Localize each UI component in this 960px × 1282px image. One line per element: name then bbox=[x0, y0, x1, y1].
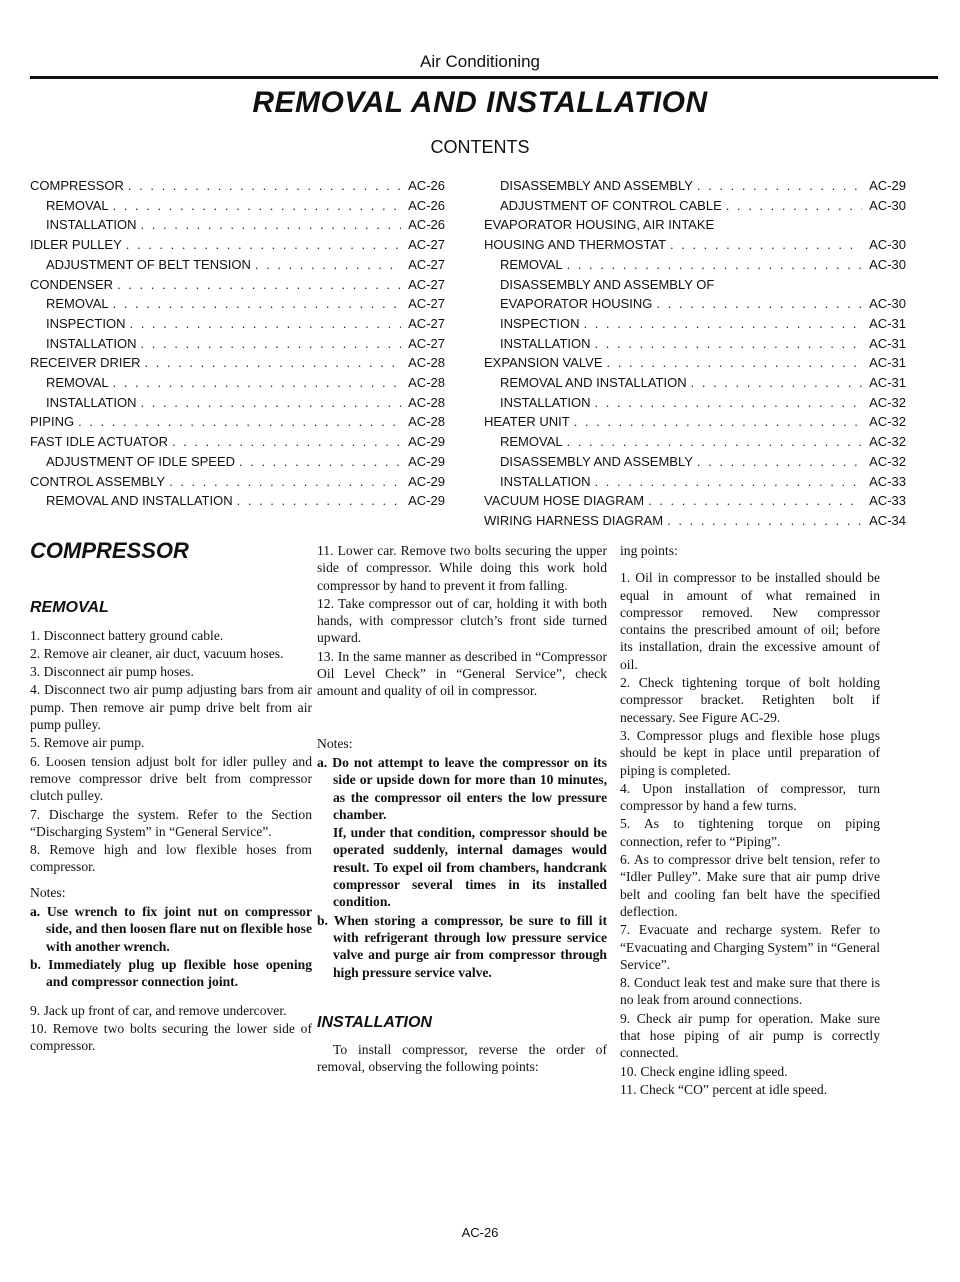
toc-entry bbox=[30, 314, 445, 334]
installation-intro: To install compressor, reverse the order of removal, observing the following points: bbox=[317, 1042, 607, 1075]
toc-entry-page: AC-30 bbox=[869, 256, 906, 272]
toc-leader-dots bbox=[567, 432, 862, 452]
toc-entry bbox=[484, 235, 906, 255]
toc-entry-page: AC-31 bbox=[869, 375, 906, 391]
toc-leader-dots bbox=[128, 176, 401, 196]
toc-entry-page: AC-31 bbox=[869, 335, 906, 351]
installation-point: 2. Check tightening torque of bolt holding compressor bracket. Retighten bolt if necessary. See Figure AC-29. bbox=[620, 675, 880, 725]
notes-list bbox=[30, 903, 312, 990]
toc-leader-dots bbox=[141, 215, 401, 235]
note-item: b. When storing a compressor, be sure to fill it with refrigerant through low pressure service valve and purge air from compressor through high pressure service valve. bbox=[317, 912, 607, 980]
toc-entry bbox=[484, 275, 906, 295]
toc-entry bbox=[30, 452, 445, 472]
toc-leader-dots bbox=[145, 353, 401, 373]
toc-leader-dots bbox=[126, 235, 401, 255]
toc-leader-dots bbox=[691, 373, 862, 393]
toc-left-column bbox=[30, 176, 445, 511]
toc-entry bbox=[484, 491, 906, 511]
toc-entry-title: CONDENSER bbox=[30, 276, 114, 292]
toc-leader-dots bbox=[117, 275, 401, 295]
toc-entry bbox=[484, 432, 906, 452]
toc-entry-title: VACUUM HOSE DIAGRAM bbox=[484, 493, 645, 509]
toc-entry bbox=[30, 393, 445, 413]
toc-leader-dots bbox=[607, 353, 863, 373]
toc-entry-page: AC-34 bbox=[869, 512, 906, 528]
toc-leader-dots bbox=[697, 176, 862, 196]
page-number: AC-26 bbox=[461, 1225, 499, 1240]
toc-entry-title: EVAPORATOR HOUSING, AIR INTAKE bbox=[484, 217, 715, 233]
toc-leader-dots bbox=[237, 491, 401, 511]
notes-label: Notes: bbox=[30, 884, 66, 900]
toc-entry bbox=[484, 196, 906, 216]
installation-point: 5. As to tightening torque on piping connection, refer to “Piping”. bbox=[620, 816, 880, 849]
toc-entry-title: INSTALLATION bbox=[46, 335, 137, 351]
toc-entry-page: AC-32 bbox=[869, 394, 906, 410]
toc-leader-dots bbox=[656, 294, 862, 314]
toc-entry-title: INSPECTION bbox=[500, 315, 580, 331]
toc-entry-page: AC-29 bbox=[869, 178, 906, 193]
toc-leader-dots bbox=[648, 491, 862, 511]
note-item-continued: If, under that condition, compressor should be operated suddenly, internal damages would result. To expel oil from chambers, handcrank compressor several times in its installed condition. bbox=[333, 825, 607, 910]
toc-entry-title: COMPRESSOR bbox=[30, 178, 124, 193]
toc-entry-page: AC-33 bbox=[869, 493, 906, 509]
toc-entry bbox=[484, 472, 906, 492]
page-header: Air Conditioning bbox=[419, 52, 540, 71]
page-title: REMOVAL AND INSTALLATION bbox=[252, 86, 708, 119]
toc-entry-title: REMOVAL bbox=[46, 197, 109, 213]
toc-entry-title: HEATER UNIT bbox=[484, 414, 570, 430]
toc-entry-title: ADJUSTMENT OF IDLE SPEED bbox=[46, 453, 236, 469]
toc-entry-page: AC-30 bbox=[869, 296, 906, 312]
note-item: a. Use wrench to fix joint nut on compressor side, and then loosen flare nut on flexible hose with another wrench. bbox=[30, 904, 312, 954]
installation-point: 3. Compressor plugs and flexible hose plugs should be kept in place until preparation of piping is completed. bbox=[620, 727, 880, 778]
removal-steps bbox=[30, 627, 312, 876]
toc-leader-dots bbox=[726, 196, 862, 216]
toc-entry-title: PIPING bbox=[30, 414, 75, 430]
toc-right-column bbox=[484, 176, 906, 531]
removal-steps-continued bbox=[30, 1002, 312, 1055]
removal-steps-continued bbox=[317, 542, 607, 700]
toc-entry-title: INSTALLATION bbox=[46, 217, 137, 233]
toc-leader-dots bbox=[670, 235, 862, 255]
toc-entry-page: AC-27 bbox=[408, 296, 445, 312]
removal-step: 1. Disconnect battery ground cable. bbox=[30, 627, 224, 643]
note-item: b. Immediately plug up flexible hose opening and compressor connection joint. bbox=[30, 956, 312, 990]
toc-entry-title: IDLER PULLEY bbox=[30, 237, 122, 253]
toc-entry-page: AC-31 bbox=[869, 355, 906, 371]
toc-entry-page: AC-31 bbox=[869, 315, 906, 331]
toc-entry-title: WIRING HARNESS DIAGRAM bbox=[484, 512, 664, 528]
toc-entry bbox=[484, 176, 906, 196]
toc-entry bbox=[30, 432, 445, 452]
installation-point: 4. Upon installation of compressor, turn compressor by hand a few turns. bbox=[620, 780, 880, 814]
toc-entry bbox=[30, 334, 445, 354]
section-heading: COMPRESSOR bbox=[30, 538, 189, 563]
toc-entry bbox=[484, 255, 906, 275]
toc-entry-page: AC-27 bbox=[408, 335, 445, 351]
toc-entry-page: AC-30 bbox=[869, 237, 906, 253]
toc-entry-page: AC-27 bbox=[408, 256, 445, 272]
toc-leader-dots bbox=[239, 452, 401, 472]
toc-leader-dots bbox=[255, 255, 401, 275]
toc-entry-title: INSTALLATION bbox=[500, 335, 591, 351]
toc-entry-title: REMOVAL AND INSTALLATION bbox=[500, 375, 687, 391]
installation-point: 8. Conduct leak test and make sure that there is no leak from around connections. bbox=[620, 975, 880, 1008]
toc-entry bbox=[484, 353, 906, 373]
toc-entry bbox=[30, 373, 445, 393]
toc-entry bbox=[30, 294, 445, 314]
toc-leader-dots bbox=[113, 373, 401, 393]
toc-entry bbox=[30, 215, 445, 235]
toc-entry-page: AC-27 bbox=[408, 315, 445, 331]
header-rule bbox=[30, 76, 938, 79]
toc-entry-page: AC-28 bbox=[408, 414, 445, 430]
toc-entry-page: AC-26 bbox=[408, 178, 445, 193]
toc-leader-dots bbox=[697, 452, 862, 472]
toc-entry bbox=[484, 511, 906, 531]
toc-leader-dots bbox=[667, 511, 862, 531]
toc-entry bbox=[484, 334, 906, 354]
toc-entry bbox=[30, 176, 445, 196]
toc-leader-dots bbox=[141, 393, 401, 413]
toc-leader-dots bbox=[78, 412, 401, 432]
toc-entry bbox=[30, 275, 445, 295]
toc-leader-dots bbox=[172, 432, 401, 452]
toc-entry-page: AC-29 bbox=[408, 453, 445, 469]
toc-leader-dots bbox=[574, 412, 862, 432]
toc-entry-page: AC-29 bbox=[408, 434, 445, 450]
toc-leader-dots bbox=[113, 196, 401, 216]
toc-leader-dots bbox=[141, 334, 401, 354]
toc-entry-title: ADJUSTMENT OF BELT TENSION bbox=[46, 256, 251, 272]
removal-step: 9. Jack up front of car, and remove undercover. bbox=[30, 1002, 287, 1018]
installation-points bbox=[620, 569, 880, 1098]
toc-entry-page: AC-28 bbox=[408, 355, 445, 371]
toc-leader-dots bbox=[129, 314, 401, 334]
toc-entry-title: INSPECTION bbox=[46, 315, 126, 331]
toc-entry-title: DISASSEMBLY AND ASSEMBLY bbox=[500, 178, 693, 193]
installation-point: 6. As to compressor drive belt tension, refer to “Idler Pulley”. Make sure that air pump drive belt and cooling fan belt have the specified deflection. bbox=[620, 852, 880, 919]
body-column-1 bbox=[30, 538, 312, 1055]
toc-entry-title: REMOVAL bbox=[500, 434, 563, 450]
removal-step: 3. Disconnect air pump hoses. bbox=[30, 664, 194, 680]
toc-entry bbox=[484, 412, 906, 432]
toc-entry-page: AC-29 bbox=[408, 473, 445, 489]
toc-leader-dots bbox=[595, 393, 862, 413]
removal-step: 5. Remove air pump. bbox=[30, 735, 145, 751]
toc-entry-title: EVAPORATOR HOUSING bbox=[500, 296, 653, 312]
toc-entry-title: REMOVAL AND INSTALLATION bbox=[46, 493, 233, 509]
toc-entry-page: AC-30 bbox=[869, 197, 906, 213]
toc-entry bbox=[484, 215, 906, 235]
toc-leader-dots bbox=[583, 314, 862, 334]
toc-entry-page: AC-29 bbox=[408, 493, 445, 509]
toc-leader-dots bbox=[595, 472, 862, 492]
toc-entry bbox=[484, 314, 906, 334]
toc-entry-title: FAST IDLE ACTUATOR bbox=[30, 434, 168, 450]
installation-point: 10. Check engine idling speed. bbox=[620, 1063, 788, 1079]
toc-entry bbox=[30, 196, 445, 216]
toc-entry-title: RECEIVER DRIER bbox=[30, 355, 141, 371]
toc-entry-page: AC-32 bbox=[869, 453, 906, 469]
removal-heading: REMOVAL bbox=[30, 599, 109, 617]
installation-point: 7. Evacuate and recharge system. Refer to “Evacuating and Charging System” in “General Service”. bbox=[620, 922, 880, 972]
installation-point: 11. Check “CO” percent at idle speed. bbox=[620, 1081, 828, 1097]
toc-entry-title: DISASSEMBLY AND ASSEMBLY bbox=[500, 453, 693, 469]
toc-entry-page: AC-27 bbox=[408, 237, 445, 253]
toc-entry-page: AC-28 bbox=[408, 394, 445, 410]
contents-title: CONTENTS bbox=[430, 137, 530, 157]
toc-leader-dots bbox=[567, 255, 862, 275]
toc-entry-page: AC-32 bbox=[869, 434, 906, 450]
toc-entry-page: AC-32 bbox=[869, 414, 906, 430]
body-column-2 bbox=[317, 542, 607, 1077]
toc-entry-title: INSTALLATION bbox=[500, 473, 591, 489]
toc-entry bbox=[484, 452, 906, 472]
removal-step: 8. Remove high and low flexible hoses from compressor. bbox=[30, 842, 312, 875]
installation-intro-continued: ing points: bbox=[620, 543, 678, 558]
installation-heading: INSTALLATION bbox=[317, 1013, 432, 1031]
toc-entry-page: AC-26 bbox=[408, 197, 445, 213]
removal-step: 7. Discharge the system. Refer to the Section “Discharging System” in “General Service”. bbox=[30, 806, 312, 839]
toc-entry bbox=[30, 412, 445, 432]
body-column-3 bbox=[620, 542, 880, 1099]
toc-leader-dots bbox=[113, 294, 401, 314]
toc-leader-dots bbox=[169, 472, 401, 492]
toc-entry bbox=[30, 472, 445, 492]
removal-step: 11. Lower car. Remove two bolts securing the upper side of compressor. While doing this work hold compressor by hand to prevent it from falling. bbox=[317, 543, 607, 593]
toc-entry bbox=[484, 373, 906, 393]
toc-entry-title: INSTALLATION bbox=[46, 394, 137, 410]
toc-entry bbox=[30, 353, 445, 373]
removal-step: 4. Disconnect two air pump adjusting bars from air pump. Then remove air pump drive belt from air pump pulley. bbox=[30, 682, 312, 733]
toc-entry-title: HOUSING AND THERMOSTAT bbox=[484, 237, 667, 253]
note-item: a. Do not attempt to leave the compressor on its side or upside down for more than 10 minutes, as the compressor oil enters the low pressure chamber. bbox=[317, 754, 607, 822]
toc-entry-title: INSTALLATION bbox=[500, 394, 591, 410]
toc-entry bbox=[484, 393, 906, 413]
toc-entry-title: DISASSEMBLY AND ASSEMBLY OF bbox=[500, 276, 715, 292]
notes-label: Notes: bbox=[317, 735, 353, 751]
toc-entry-page: AC-28 bbox=[408, 375, 445, 391]
toc-entry-title: REMOVAL bbox=[46, 375, 109, 391]
removal-step: 2. Remove air cleaner, air duct, vacuum hoses. bbox=[30, 645, 284, 661]
toc-entry bbox=[484, 294, 906, 314]
toc-entry-page: AC-27 bbox=[408, 276, 445, 292]
toc-entry-title: EXPANSION VALVE bbox=[484, 355, 603, 371]
toc-entry-title: CONTROL ASSEMBLY bbox=[30, 473, 166, 489]
toc-entry-page: AC-33 bbox=[869, 473, 906, 489]
removal-step: 12. Take compressor out of car, holding it with both hands, with compressor clutch’s front side turned upward. bbox=[317, 595, 607, 646]
installation-point: 1. Oil in compressor to be installed should be equal in amount of what remained in compressor removed. New compressor contains the prescribed amount of oil; before its installation, drain the excessive amount of oil. bbox=[620, 570, 880, 672]
removal-step: 10. Remove two bolts securing the lower side of compressor. bbox=[30, 1020, 312, 1054]
toc-entry bbox=[30, 235, 445, 255]
toc-entry-title: REMOVAL bbox=[46, 296, 109, 312]
toc-entry-title: ADJUSTMENT OF CONTROL CABLE bbox=[500, 197, 722, 213]
installation-point: 9. Check air pump for operation. Make sure that hose piping of air pump is correctly connected. bbox=[620, 1010, 880, 1061]
removal-step: 13. In the same manner as described in “Compressor Oil Level Check” in “General Service”, check amount and quality of oil in compressor. bbox=[317, 648, 607, 699]
removal-step: 6. Loosen tension adjust bolt for idler pulley and remove compressor drive belt from compressor clutch pulley. bbox=[30, 753, 312, 804]
toc-entry-page: AC-26 bbox=[408, 217, 445, 233]
toc-leader-dots bbox=[595, 334, 862, 354]
toc-entry-title: REMOVAL bbox=[500, 256, 563, 272]
toc-entry bbox=[30, 255, 445, 275]
toc-entry bbox=[30, 491, 445, 511]
